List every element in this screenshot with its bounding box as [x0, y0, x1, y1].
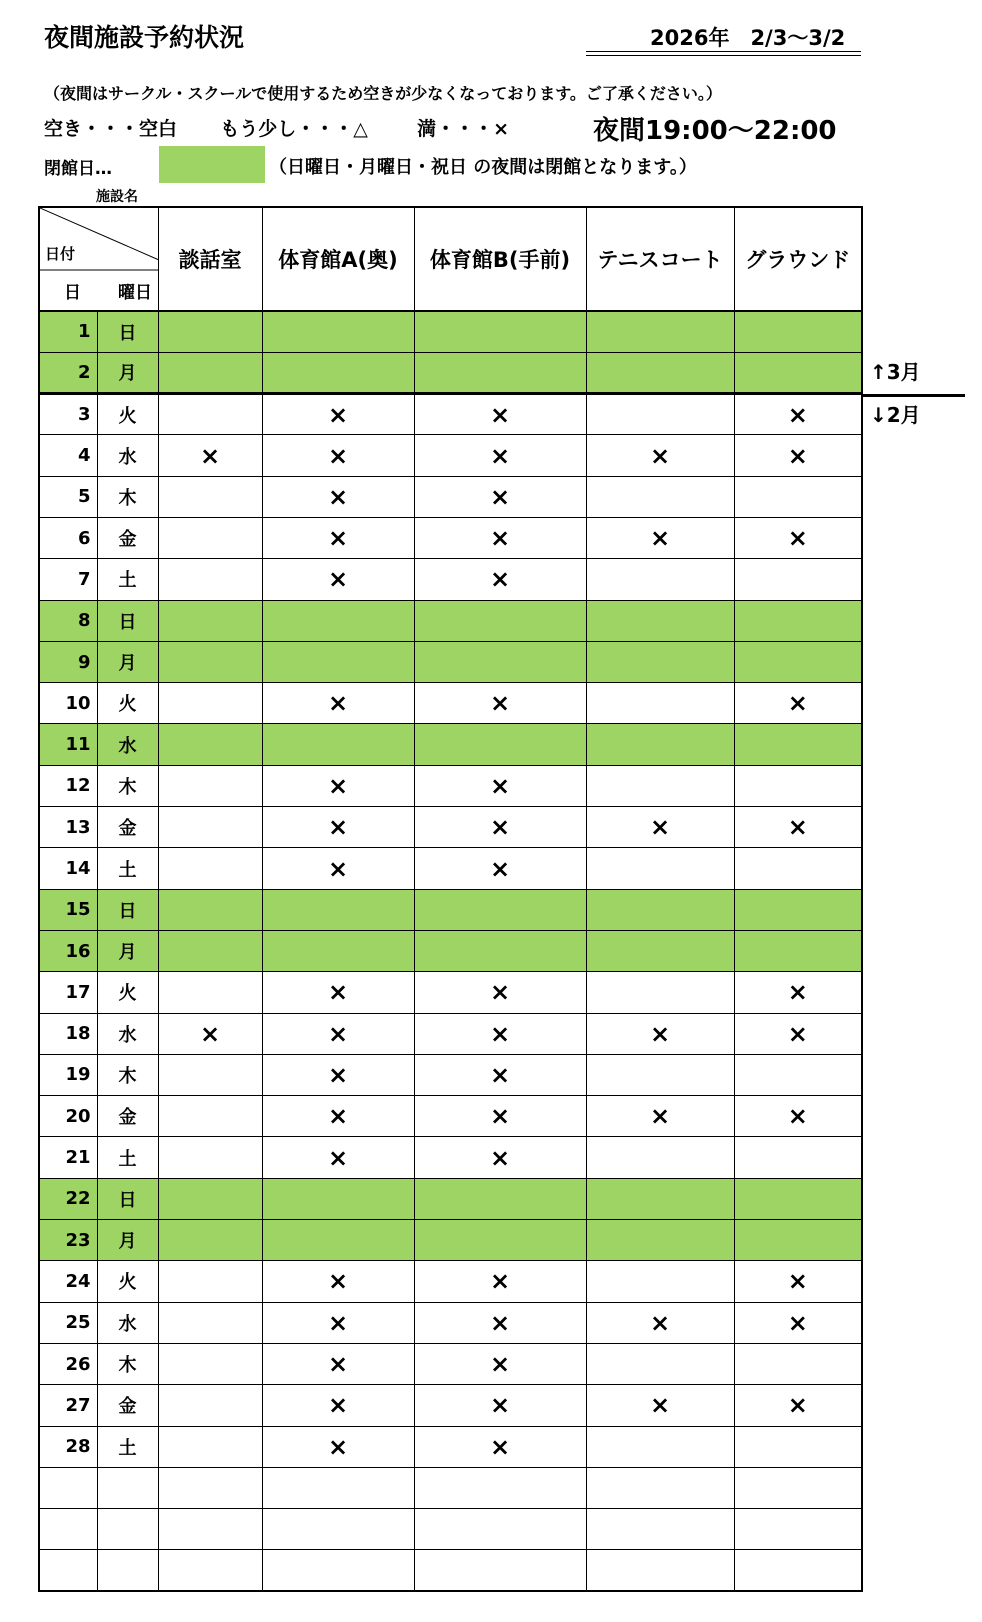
day-cell: 13: [39, 807, 97, 848]
table-row: [39, 848, 862, 889]
weekday-cell: 日: [97, 600, 158, 641]
weekday-cell: 日: [97, 1178, 158, 1219]
status-cell: ×: [158, 435, 262, 476]
status-cell: [262, 1509, 414, 1550]
table-row: [39, 517, 862, 558]
reservation-table: [38, 206, 863, 1592]
status-cell: [158, 1343, 262, 1384]
day-cell: 9: [39, 641, 97, 682]
day-cell: 16: [39, 930, 97, 971]
day-cell: 6: [39, 517, 97, 558]
status-cell: ×: [734, 517, 862, 558]
table-row: [39, 311, 862, 352]
weekday-cell: 水: [97, 1013, 158, 1054]
day-cell: 22: [39, 1178, 97, 1219]
status-cell: [734, 1343, 862, 1384]
weekday-cell: 木: [97, 1343, 158, 1384]
status-cell: [586, 765, 734, 806]
status-cell: [734, 930, 862, 971]
status-cell: [586, 1509, 734, 1550]
status-cell: ×: [586, 1013, 734, 1054]
table-row: [39, 683, 862, 724]
status-cell: ×: [414, 1054, 586, 1095]
status-cell: [734, 600, 862, 641]
status-cell: [158, 641, 262, 682]
status-cell: [158, 683, 262, 724]
day-cell: 23: [39, 1220, 97, 1261]
march-marker: ↑3月: [870, 360, 921, 384]
day-cell: 24: [39, 1261, 97, 1302]
status-cell: ×: [158, 1013, 262, 1054]
status-cell: ×: [414, 1096, 586, 1137]
weekday-cell: 金: [97, 1096, 158, 1137]
weekday-cell: 木: [97, 765, 158, 806]
status-cell: ×: [414, 848, 586, 889]
weekday-cell: 日: [97, 311, 158, 352]
status-cell: ×: [734, 1261, 862, 1302]
status-cell: [158, 972, 262, 1013]
status-cell: ×: [414, 476, 586, 517]
status-cell: [158, 1467, 262, 1508]
day-cell: 8: [39, 600, 97, 641]
day-cell: 3: [39, 394, 97, 435]
status-cell: [262, 1550, 414, 1591]
day-cell: 5: [39, 476, 97, 517]
status-cell: ×: [734, 394, 862, 435]
table-row: [39, 724, 862, 765]
weekday-cell: 月: [97, 641, 158, 682]
status-cell: [158, 311, 262, 352]
status-cell: [586, 476, 734, 517]
status-cell: [158, 930, 262, 971]
table-row: [39, 1426, 862, 1467]
facility-header: テニスコート: [586, 207, 734, 311]
status-cell: [734, 476, 862, 517]
status-cell: ×: [262, 394, 414, 435]
status-cell: ×: [734, 1385, 862, 1426]
day-cell: 20: [39, 1096, 97, 1137]
weekday-cell: 土: [97, 1137, 158, 1178]
corner-cell: [39, 207, 158, 311]
day-cell: 17: [39, 972, 97, 1013]
status-cell: ×: [262, 476, 414, 517]
status-cell: ×: [586, 1385, 734, 1426]
status-cell: [586, 600, 734, 641]
column-day-header: 日: [64, 283, 81, 303]
status-cell: [586, 1178, 734, 1219]
weekday-cell: 金: [97, 1385, 158, 1426]
status-cell: [262, 724, 414, 765]
header-row: [39, 207, 862, 311]
status-cell: [158, 394, 262, 435]
table-row: [39, 1137, 862, 1178]
usage-note: （夜間はサークル・スクールで使用するため空きが少なくなっております。ご了承ください。）: [44, 84, 722, 103]
weekday-cell: 木: [97, 1054, 158, 1095]
status-cell: [158, 1096, 262, 1137]
weekday-cell: 水: [97, 1302, 158, 1343]
weekday-cell: 金: [97, 807, 158, 848]
status-cell: ×: [262, 517, 414, 558]
corner-date-label: 日付: [45, 245, 76, 263]
table-row: [39, 1220, 862, 1261]
facility-header: 談話室: [158, 207, 262, 311]
day-cell: 18: [39, 1013, 97, 1054]
status-cell: ×: [414, 1343, 586, 1384]
status-cell: [158, 476, 262, 517]
status-cell: ×: [414, 683, 586, 724]
status-cell: ×: [586, 517, 734, 558]
status-cell: [734, 641, 862, 682]
day-cell: 1: [39, 311, 97, 352]
status-cell: ×: [262, 1343, 414, 1384]
page-title: 夜間施設予約状況: [44, 23, 245, 52]
status-cell: [262, 889, 414, 930]
status-cell: ×: [734, 683, 862, 724]
table-row: [39, 1343, 862, 1384]
status-cell: ×: [262, 1054, 414, 1095]
legend: [44, 114, 509, 141]
status-cell: ×: [262, 1096, 414, 1137]
day-cell: [39, 1550, 97, 1591]
day-cell: [39, 1467, 97, 1508]
status-cell: [586, 394, 734, 435]
status-cell: ×: [414, 1137, 586, 1178]
status-cell: ×: [262, 848, 414, 889]
table-row: [39, 972, 862, 1013]
status-cell: [158, 1054, 262, 1095]
day-cell: [39, 1509, 97, 1550]
status-cell: [262, 1178, 414, 1219]
status-cell: [414, 1550, 586, 1591]
status-cell: ×: [262, 765, 414, 806]
status-cell: [734, 1178, 862, 1219]
day-cell: 7: [39, 559, 97, 600]
weekday-cell: 火: [97, 1261, 158, 1302]
status-cell: [414, 641, 586, 682]
day-cell: 14: [39, 848, 97, 889]
status-cell: [414, 352, 586, 393]
table-row: [39, 559, 862, 600]
weekday-cell: 月: [97, 352, 158, 393]
status-cell: [414, 1178, 586, 1219]
status-cell: [158, 1385, 262, 1426]
status-cell: [158, 848, 262, 889]
month-divider-line: [861, 394, 965, 397]
weekday-cell: 土: [97, 559, 158, 600]
status-cell: [586, 1467, 734, 1508]
status-cell: ×: [414, 972, 586, 1013]
status-cell: ×: [262, 1426, 414, 1467]
status-cell: ×: [262, 1137, 414, 1178]
table-row: [39, 889, 862, 930]
weekday-cell: 水: [97, 435, 158, 476]
status-cell: [586, 1054, 734, 1095]
status-cell: ×: [586, 807, 734, 848]
status-cell: [262, 311, 414, 352]
status-cell: [158, 724, 262, 765]
status-cell: [414, 889, 586, 930]
status-cell: [586, 930, 734, 971]
status-cell: [158, 1550, 262, 1591]
status-cell: [586, 352, 734, 393]
table-row: [39, 1178, 862, 1219]
status-cell: [734, 1220, 862, 1261]
status-cell: ×: [262, 807, 414, 848]
status-cell: ×: [734, 972, 862, 1013]
status-cell: [158, 559, 262, 600]
status-cell: [262, 641, 414, 682]
table-row: [39, 1302, 862, 1343]
status-cell: [586, 1343, 734, 1384]
status-cell: [158, 1261, 262, 1302]
table-row: [39, 476, 862, 517]
status-cell: [734, 1509, 862, 1550]
table-row: [39, 807, 862, 848]
status-cell: [262, 352, 414, 393]
status-cell: ×: [586, 1096, 734, 1137]
day-cell: 10: [39, 683, 97, 724]
day-cell: 25: [39, 1302, 97, 1343]
status-cell: [262, 600, 414, 641]
status-cell: ×: [414, 807, 586, 848]
status-cell: [414, 1220, 586, 1261]
weekday-cell: 火: [97, 972, 158, 1013]
status-cell: [158, 807, 262, 848]
status-cell: [734, 848, 862, 889]
status-cell: ×: [414, 1302, 586, 1343]
status-cell: [586, 1261, 734, 1302]
status-cell: ×: [262, 1302, 414, 1343]
status-cell: [586, 972, 734, 1013]
status-cell: ×: [734, 1096, 862, 1137]
table-row: [39, 1013, 862, 1054]
status-cell: [262, 1467, 414, 1508]
status-cell: ×: [262, 972, 414, 1013]
status-cell: [586, 848, 734, 889]
status-cell: [158, 517, 262, 558]
status-cell: ×: [414, 394, 586, 435]
weekday-cell: 火: [97, 683, 158, 724]
weekday-cell: 木: [97, 476, 158, 517]
status-cell: ×: [734, 1013, 862, 1054]
status-cell: ×: [262, 683, 414, 724]
facility-header: 体育館B(手前): [414, 207, 586, 311]
status-cell: ×: [414, 1013, 586, 1054]
status-cell: [158, 352, 262, 393]
facility-header: 体育館A(奥): [262, 207, 414, 311]
closed-day-swatch: [159, 146, 265, 183]
column-weekday-header: 曜日: [118, 283, 152, 303]
status-cell: [586, 1426, 734, 1467]
table-row: [39, 435, 862, 476]
period-underline: [586, 51, 861, 52]
table-row: [39, 641, 862, 682]
status-cell: ×: [414, 435, 586, 476]
day-cell: 26: [39, 1343, 97, 1384]
weekday-cell: [97, 1550, 158, 1591]
weekday-cell: 土: [97, 848, 158, 889]
table-row: [39, 600, 862, 641]
table-row: [39, 1509, 862, 1550]
table-row: [39, 394, 862, 435]
status-cell: ×: [262, 435, 414, 476]
weekday-cell: 月: [97, 1220, 158, 1261]
status-cell: [586, 1137, 734, 1178]
status-cell: [414, 600, 586, 641]
night-hours: 夜間19:00〜22:00: [593, 116, 837, 146]
status-cell: [158, 1178, 262, 1219]
legend-few: もう少し・・・△: [220, 118, 368, 140]
weekday-cell: 金: [97, 517, 158, 558]
status-cell: ×: [414, 1426, 586, 1467]
status-cell: ×: [414, 1261, 586, 1302]
february-marker: ↓2月: [870, 403, 921, 427]
status-cell: [586, 311, 734, 352]
status-cell: [586, 559, 734, 600]
status-cell: [586, 1220, 734, 1261]
status-cell: [158, 765, 262, 806]
status-cell: [734, 1467, 862, 1508]
day-cell: 27: [39, 1385, 97, 1426]
status-cell: ×: [414, 765, 586, 806]
closed-day-label: 閉館日…: [44, 159, 112, 179]
status-cell: ×: [262, 1385, 414, 1426]
day-cell: 11: [39, 724, 97, 765]
legend-empty: 空き・・・空白: [44, 118, 178, 140]
weekday-cell: 土: [97, 1426, 158, 1467]
status-cell: [734, 889, 862, 930]
status-cell: [734, 724, 862, 765]
status-cell: [158, 889, 262, 930]
weekday-cell: 日: [97, 889, 158, 930]
status-cell: [734, 559, 862, 600]
status-cell: ×: [414, 559, 586, 600]
table-row: [39, 1054, 862, 1095]
status-cell: [734, 352, 862, 393]
status-cell: [586, 641, 734, 682]
status-cell: [414, 1467, 586, 1508]
status-cell: [734, 1137, 862, 1178]
status-cell: [586, 724, 734, 765]
facility-caption: 施設名: [96, 189, 138, 205]
legend-full: 満・・・×: [417, 118, 510, 140]
status-cell: [158, 1137, 262, 1178]
status-cell: [586, 1550, 734, 1591]
status-cell: ×: [734, 435, 862, 476]
table-row: [39, 1467, 862, 1508]
status-cell: ×: [734, 1302, 862, 1343]
status-cell: ×: [586, 435, 734, 476]
status-cell: [158, 1509, 262, 1550]
status-cell: [158, 1302, 262, 1343]
status-cell: [262, 1220, 414, 1261]
weekday-cell: [97, 1509, 158, 1550]
status-cell: [734, 1054, 862, 1095]
table-row: [39, 930, 862, 971]
status-cell: [734, 311, 862, 352]
table-row: [39, 1385, 862, 1426]
weekday-cell: 水: [97, 724, 158, 765]
day-cell: 19: [39, 1054, 97, 1095]
status-cell: ×: [262, 559, 414, 600]
table-row: [39, 1550, 862, 1591]
status-cell: [734, 765, 862, 806]
day-cell: 15: [39, 889, 97, 930]
status-cell: ×: [586, 1302, 734, 1343]
period-underline-2: [586, 55, 861, 56]
status-cell: ×: [734, 807, 862, 848]
table-row: [39, 352, 862, 393]
status-cell: [586, 683, 734, 724]
day-cell: 21: [39, 1137, 97, 1178]
status-cell: ×: [262, 1013, 414, 1054]
status-cell: [262, 930, 414, 971]
status-cell: [158, 1426, 262, 1467]
day-cell: 2: [39, 352, 97, 393]
status-cell: [414, 724, 586, 765]
status-cell: [158, 600, 262, 641]
day-cell: 28: [39, 1426, 97, 1467]
table-row: [39, 1096, 862, 1137]
day-cell: 4: [39, 435, 97, 476]
facility-header: グラウンド: [734, 207, 862, 311]
status-cell: [734, 1426, 862, 1467]
status-cell: ×: [414, 517, 586, 558]
status-cell: [414, 311, 586, 352]
weekday-cell: [97, 1467, 158, 1508]
status-cell: [414, 1509, 586, 1550]
status-cell: [158, 1220, 262, 1261]
weekday-cell: 火: [97, 394, 158, 435]
status-cell: [586, 889, 734, 930]
status-cell: [734, 1550, 862, 1591]
weekday-cell: 月: [97, 930, 158, 971]
table-row: [39, 1261, 862, 1302]
status-cell: [414, 930, 586, 971]
status-cell: ×: [414, 1385, 586, 1426]
day-cell: 12: [39, 765, 97, 806]
table-row: [39, 765, 862, 806]
period-range: 2026年 2/3〜3/2: [650, 26, 846, 50]
status-cell: ×: [262, 1261, 414, 1302]
closed-day-note: （日曜日・月曜日・祝日 の夜間は閉館となります。）: [269, 157, 697, 178]
